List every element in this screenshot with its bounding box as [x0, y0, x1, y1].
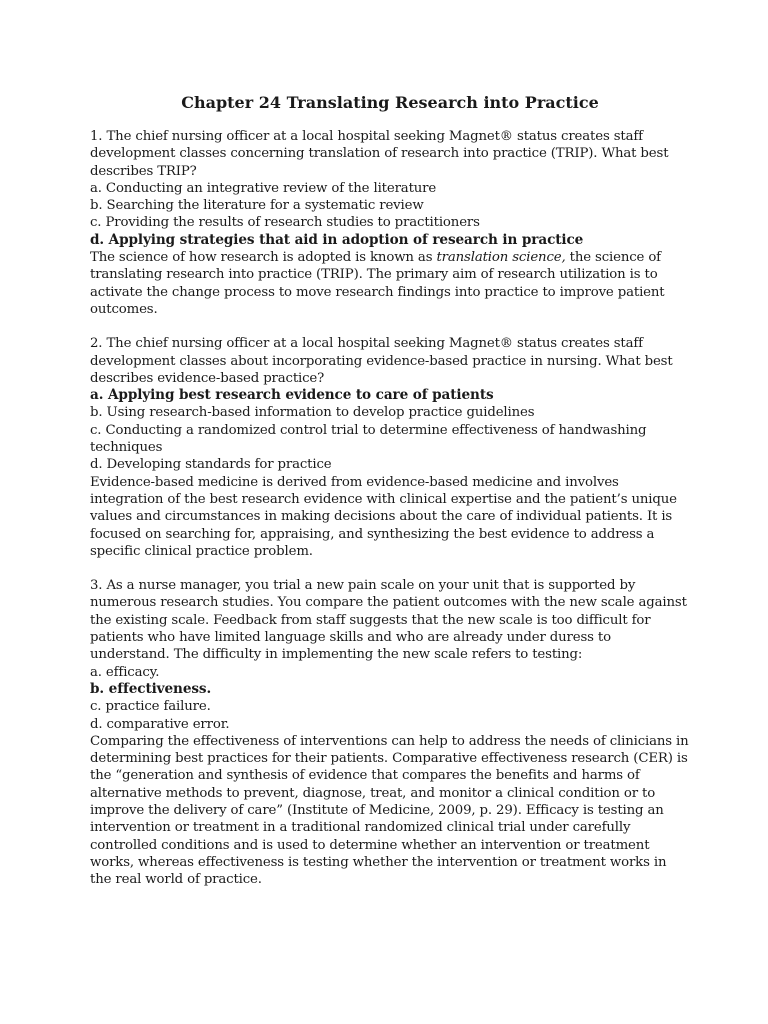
option-a-correct: a. Applying best research evidence to care of patients — [90, 387, 494, 404]
option-c: c. practice failure. — [90, 699, 211, 715]
question-stem: 3. As a nurse manager, you trial a new pain scale on your unit that is supported by numerous research studies. You compare the patient outcomes with the new scale against the existing scale. Feedback from staff suggests that the new scale is too difficult for patients who have limited language skills and who are already under duress to understand. The difficulty in implementing the new scale refers to testing: — [90, 578, 687, 663]
question-stem: 2. The chief nursing officer at a local hospital seeking Magnet® status creates staff development classes about incorporating evidence-based practice in nursing. What best describes evidence-based practice? — [90, 336, 673, 386]
option-b: b. Searching the literature for a systematic review — [90, 198, 424, 214]
rationale — [90, 249, 690, 318]
option-b: b. Using research-based information to develop practice guidelines — [90, 405, 535, 421]
option-a: a. efficacy. — [90, 664, 160, 680]
option-d-correct: d. Applying strategies that aid in adoption of research in practice — [90, 231, 584, 248]
question-2 — [90, 335, 690, 560]
option-b-correct: b. effectiveness. — [90, 680, 212, 697]
option-a: a. Conducting an integrative review of the literature — [90, 180, 437, 196]
option-d: d. comparative error. — [90, 716, 230, 732]
page-title: Chapter 24 Translating Research into Practice — [181, 93, 599, 112]
question-3 — [90, 577, 690, 888]
rationale-italic-term: translation science, — [436, 250, 566, 266]
rationale: Comparing the effectiveness of interventions can help to address the needs of clinicians in determining best practices for their patients. Comparative effectiveness research (CER) is the “generation and synthesis of evidence that compares the benefits and harms of alternative methods to prevent, diagnose, treat, and monitor a clinical condition or to improve the delivery of care” (Institute of Medicine, 2009, p. 29). Efficacy is testing an intervention or treatment in a traditional randomized clinical trial under carefully controlled conditions and is used to determine whether an intervention or treatment works, whereas effectiveness is testing whether the intervention or treatment works in the real world of practice. — [90, 733, 689, 888]
rationale-text-start: The science of how research is adopted is known as — [90, 250, 437, 266]
option-c: c. Conducting a randomized control trial to determine effectiveness of handwashing techniques — [90, 422, 647, 456]
option-c: c. Providing the results of research studies to practitioners — [90, 215, 480, 231]
option-d: d. Developing standards for practice — [90, 457, 332, 473]
question-1 — [90, 128, 690, 318]
document-page — [90, 92, 690, 905]
question-stem: 1. The chief nursing officer at a local hospital seeking Magnet® status creates staff development classes concerning translation of research into practice (TRIP). What best describes TRIP? — [90, 129, 669, 179]
rationale: Evidence-based medicine is derived from evidence-based medicine and involves integration of the best research evidence with clinical expertise and the patient’s unique values and circumstances in making decisions about the care of individual patients. It is focused on searching for, appraising, and synthesizing the best evidence to address a specific clinical practice problem. — [90, 474, 677, 559]
rationale-text-end: the science of translating research into practice (TRIP). The primary aim of research utilization is to activate the change process to move research findings into practice to improve patient outcomes. — [90, 250, 665, 317]
